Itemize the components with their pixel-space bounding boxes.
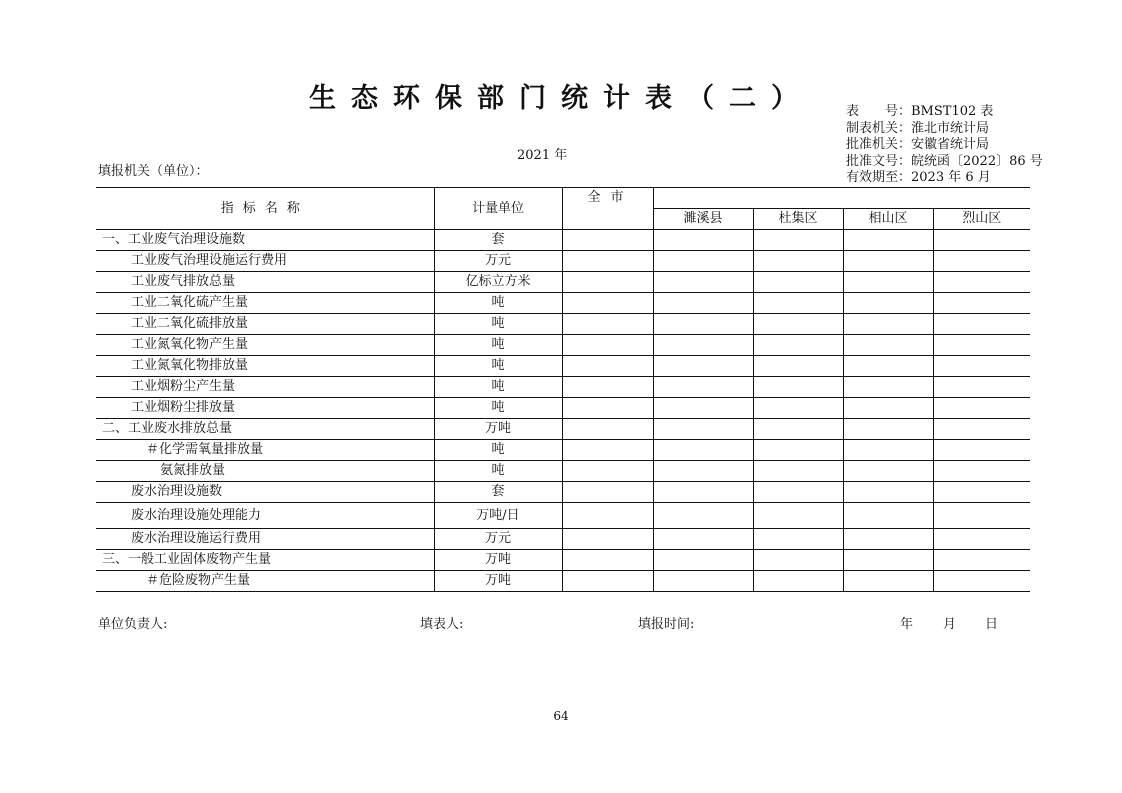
unit-cell: 亿标立方米	[434, 272, 562, 293]
table-row	[96, 230, 1030, 251]
table-row	[96, 419, 1030, 440]
indicator-name-cell: 废水治理设施数	[96, 482, 434, 503]
district-value-cell[interactable]	[753, 482, 843, 503]
table-row	[96, 335, 1030, 356]
district-value-cell[interactable]	[753, 356, 843, 377]
district-value-cell[interactable]	[933, 335, 1030, 356]
district-value-cell[interactable]	[653, 230, 753, 251]
all-city-value-cell[interactable]	[562, 335, 653, 356]
all-city-value-cell[interactable]	[562, 398, 653, 419]
district-value-cell[interactable]	[653, 314, 753, 335]
district-value-cell[interactable]	[933, 356, 1030, 377]
district-value-cell[interactable]	[653, 571, 753, 592]
district-value-cell[interactable]	[933, 314, 1030, 335]
unit-cell: 吨	[434, 461, 562, 482]
district-value-cell[interactable]	[653, 419, 753, 440]
district-value-cell[interactable]	[933, 230, 1030, 251]
indicator-name-cell: 工业废气治理设施运行费用	[96, 251, 434, 272]
all-city-value-cell[interactable]	[562, 482, 653, 503]
report-year: 2021 年	[517, 148, 568, 163]
page-title: 生态环保部门统计表（二）	[309, 83, 813, 114]
date-day-label: 日	[985, 617, 999, 632]
unit-cell: 套	[434, 230, 562, 251]
indicator-name-cell: 废水治理设施处理能力	[96, 503, 434, 529]
table-row	[96, 461, 1030, 482]
district-value-cell[interactable]	[753, 335, 843, 356]
district-value-cell[interactable]	[933, 251, 1030, 272]
district-value-cell[interactable]	[653, 440, 753, 461]
table-row	[96, 356, 1030, 377]
district-value-cell[interactable]	[933, 377, 1030, 398]
all-city-value-cell[interactable]	[562, 440, 653, 461]
indicator-name-cell: ＃危险废物产生量	[96, 571, 434, 592]
district-value-cell[interactable]	[653, 272, 753, 293]
table-row	[96, 377, 1030, 398]
district-value-cell[interactable]	[753, 419, 843, 440]
district-value-cell[interactable]	[753, 398, 843, 419]
unit-cell: 万吨	[434, 419, 562, 440]
district-value-cell[interactable]	[843, 461, 933, 482]
district-value-cell[interactable]	[753, 440, 843, 461]
district-value-cell[interactable]	[933, 440, 1030, 461]
all-city-value-cell[interactable]	[562, 529, 653, 550]
district-value-cell[interactable]	[653, 335, 753, 356]
district-value-cell[interactable]	[843, 335, 933, 356]
district-value-cell[interactable]	[843, 571, 933, 592]
district-value-cell[interactable]	[843, 482, 933, 503]
all-city-value-cell[interactable]	[562, 272, 653, 293]
table-row	[96, 251, 1030, 272]
page-number: 64	[553, 709, 569, 723]
fill-time-label: 填报时间:	[638, 617, 695, 632]
indicator-name-cell: 工业烟粉尘产生量	[96, 377, 434, 398]
district-value-cell[interactable]	[933, 419, 1030, 440]
unit-cell: 吨	[434, 356, 562, 377]
district-value-cell[interactable]	[753, 571, 843, 592]
all-city-value-cell[interactable]	[562, 461, 653, 482]
unit-cell: 吨	[434, 440, 562, 461]
unit-cell: 吨	[434, 293, 562, 314]
indicator-name-cell: 工业氮氧化物产生量	[96, 335, 434, 356]
indicator-name-cell: 工业二氧化硫排放量	[96, 314, 434, 335]
indicator-name-cell: 工业烟粉尘排放量	[96, 398, 434, 419]
district-value-cell[interactable]	[843, 503, 933, 529]
all-city-value-cell[interactable]	[562, 503, 653, 529]
district-value-cell[interactable]	[933, 293, 1030, 314]
all-city-value-cell[interactable]	[562, 550, 653, 571]
district-value-cell[interactable]	[753, 251, 843, 272]
district-value-cell[interactable]	[843, 251, 933, 272]
header-unit: 计量单位	[434, 188, 562, 230]
district-value-cell[interactable]	[933, 550, 1030, 571]
statistics-table	[96, 187, 1030, 592]
header-district: 烈山区	[933, 209, 1030, 230]
district-value-cell[interactable]	[753, 461, 843, 482]
district-value-cell[interactable]	[933, 398, 1030, 419]
district-value-cell[interactable]	[933, 571, 1030, 592]
district-value-cell[interactable]	[933, 529, 1030, 550]
indicator-name-cell: 废水治理设施运行费用	[96, 529, 434, 550]
all-city-value-cell[interactable]	[562, 230, 653, 251]
unit-cell: 万吨	[434, 550, 562, 571]
indicator-name-cell: 一、工业废气治理设施数	[96, 230, 434, 251]
all-city-value-cell[interactable]	[562, 571, 653, 592]
approval-document-number: 批准文号：皖统函〔2022〕86 号	[846, 153, 1043, 169]
district-value-cell[interactable]	[933, 461, 1030, 482]
form-metadata	[846, 104, 1043, 187]
district-value-cell[interactable]	[753, 272, 843, 293]
all-city-value-cell[interactable]	[562, 293, 653, 314]
unit-cell: 吨	[434, 377, 562, 398]
all-city-value-cell[interactable]	[562, 251, 653, 272]
district-value-cell[interactable]	[653, 529, 753, 550]
district-value-cell[interactable]	[753, 377, 843, 398]
district-value-cell[interactable]	[653, 293, 753, 314]
unit-cell: 万元	[434, 529, 562, 550]
approving-authority: 批准机关：安徽省统计局	[846, 137, 990, 152]
district-value-cell[interactable]	[653, 550, 753, 571]
table-row	[96, 398, 1030, 419]
unit-cell: 套	[434, 482, 562, 503]
table-row	[96, 529, 1030, 550]
unit-cell: 万吨/日	[434, 503, 562, 529]
responsible-person-label: 单位负责人:	[98, 617, 168, 632]
district-value-cell[interactable]	[753, 293, 843, 314]
district-value-cell[interactable]	[933, 503, 1030, 529]
district-value-cell[interactable]	[843, 356, 933, 377]
unit-cell: 吨	[434, 335, 562, 356]
unit-cell: 吨	[434, 398, 562, 419]
district-value-cell[interactable]	[843, 398, 933, 419]
district-value-cell[interactable]	[653, 482, 753, 503]
district-value-cell[interactable]	[843, 440, 933, 461]
table-row	[96, 314, 1030, 335]
district-value-cell[interactable]	[753, 503, 843, 529]
district-value-cell[interactable]	[653, 398, 753, 419]
district-value-cell[interactable]	[653, 503, 753, 529]
district-value-cell[interactable]	[933, 482, 1030, 503]
indicator-name-cell: 三、一般工业固体废物产生量	[96, 550, 434, 571]
table-row	[96, 440, 1030, 461]
indicator-name-cell: 工业二氧化硫产生量	[96, 293, 434, 314]
unit-cell: 万吨	[434, 571, 562, 592]
all-city-value-cell[interactable]	[562, 419, 653, 440]
district-value-cell[interactable]	[653, 461, 753, 482]
table-row	[96, 503, 1030, 529]
reporting-unit-label: 填报机关（单位）：	[98, 164, 209, 179]
district-value-cell[interactable]	[653, 356, 753, 377]
indicator-name-cell: 氨氮排放量	[96, 461, 434, 482]
district-value-cell[interactable]	[753, 529, 843, 550]
unit-cell: 万元	[434, 251, 562, 272]
header-district: 濉溪县	[653, 209, 753, 230]
table-row	[96, 550, 1030, 571]
header-district: 相山区	[843, 209, 933, 230]
preparer-label: 填表人:	[420, 617, 464, 632]
district-value-cell[interactable]	[753, 550, 843, 571]
district-value-cell[interactable]	[843, 529, 933, 550]
district-value-cell[interactable]	[843, 550, 933, 571]
district-value-cell[interactable]	[843, 293, 933, 314]
district-value-cell[interactable]	[843, 230, 933, 251]
table-row	[96, 272, 1030, 293]
indicator-name-cell: 工业废气排放总量	[96, 272, 434, 293]
table-row	[96, 482, 1030, 503]
table-row	[96, 293, 1030, 314]
table-body	[96, 230, 1030, 592]
header-indicator-name: 指标名称	[96, 188, 434, 230]
header-all-city: 全市	[562, 188, 653, 230]
district-value-cell[interactable]	[753, 314, 843, 335]
all-city-value-cell[interactable]	[562, 356, 653, 377]
district-value-cell[interactable]	[843, 377, 933, 398]
date-month-label: 月	[943, 617, 957, 632]
all-city-value-cell[interactable]	[562, 377, 653, 398]
district-value-cell[interactable]	[653, 377, 753, 398]
district-value-cell[interactable]	[843, 272, 933, 293]
date-year-label: 年	[900, 617, 914, 632]
indicator-name-cell: ＃化学需氧量排放量	[96, 440, 434, 461]
district-value-cell[interactable]	[843, 314, 933, 335]
district-value-cell[interactable]	[753, 230, 843, 251]
header-district: 杜集区	[753, 209, 843, 230]
unit-cell: 吨	[434, 314, 562, 335]
issuing-authority: 制表机关：淮北市统计局	[846, 120, 990, 136]
header-districts-group	[653, 188, 1030, 209]
table-row	[96, 571, 1030, 592]
valid-until: 有效期至：2023 年 6 月	[846, 170, 991, 185]
indicator-name-cell: 二、工业废水排放总量	[96, 419, 434, 440]
district-value-cell[interactable]	[653, 251, 753, 272]
all-city-value-cell[interactable]	[562, 314, 653, 335]
indicator-name-cell: 工业氮氧化物排放量	[96, 356, 434, 377]
form-number: 表 号：BMST102 表	[846, 104, 994, 119]
district-value-cell[interactable]	[843, 419, 933, 440]
district-value-cell[interactable]	[933, 272, 1030, 293]
